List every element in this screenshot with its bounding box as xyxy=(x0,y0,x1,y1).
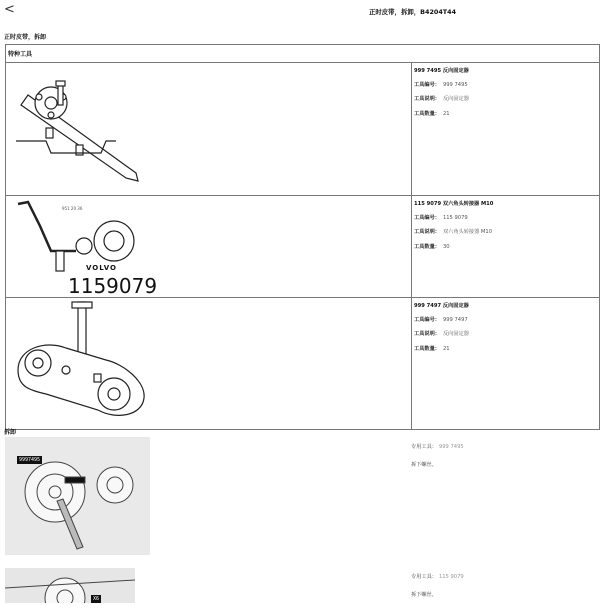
step-instruction: 拆下螺丝。 xyxy=(411,592,437,598)
step-image xyxy=(5,437,150,555)
tool-number-label: 工具编号： xyxy=(414,215,440,222)
tool-image-cell xyxy=(6,298,412,430)
tool-name: 115 9079 双六角头转接器 M10 xyxy=(414,201,494,207)
counterhold-plate-illustration xyxy=(6,298,411,425)
tool-badge: 9997495 xyxy=(19,457,41,463)
tool-number: 999 7495 xyxy=(442,82,468,89)
tool-count: 21 xyxy=(442,345,450,352)
tool-name: 999 7497 反向固定器 xyxy=(414,303,469,309)
step-info xyxy=(411,443,464,479)
tool-desc: 双六角头转接器 M10 xyxy=(442,229,492,236)
counterhold-tool-illustration xyxy=(6,63,411,191)
engine-pulley-illustration xyxy=(5,437,150,555)
removal-section-header: 拆卸 xyxy=(4,429,17,436)
tool-desc: 反向固定器 xyxy=(442,331,469,338)
tool-info-cell xyxy=(412,298,600,430)
special-tools-header: 特种工具 xyxy=(6,45,600,63)
tool-desc-label: 工具说明： xyxy=(414,229,440,236)
tool-desc-label: 工具说明： xyxy=(414,96,440,103)
document-subtitle: 正时皮带，拆卸 xyxy=(4,34,47,41)
volvo-brand-logo: VOLVO xyxy=(86,264,117,272)
tool-desc: 反向固定器 xyxy=(442,96,469,103)
tool-info-cell xyxy=(412,196,600,298)
tool-row xyxy=(6,63,600,196)
tool-row xyxy=(6,196,600,298)
app-header xyxy=(0,0,601,22)
step-instruction: 拆下螺丝。 xyxy=(411,462,437,468)
page-title: 正时皮带，拆卸，B4204T44 xyxy=(369,8,457,16)
engine-detail-illustration xyxy=(5,568,135,603)
part-label: 951 20 36 xyxy=(62,206,83,211)
tool-number-label: 工具编号： xyxy=(414,82,440,89)
tool-number: 115 9079 xyxy=(442,215,468,222)
tool-count-label: 工具数量： xyxy=(414,345,440,352)
tool-count: 30 xyxy=(442,243,450,250)
tool-count-label: 工具数量： xyxy=(414,243,440,250)
tool-row xyxy=(6,298,600,430)
special-tool-value: 999 7495 xyxy=(438,444,464,450)
double-hex-adapter-illustration xyxy=(6,196,411,293)
part-number-text: 1159079 xyxy=(68,274,158,298)
tool-image-cell xyxy=(6,63,412,196)
step-info xyxy=(411,573,464,609)
special-tools-table xyxy=(5,44,600,430)
tool-count: 21 xyxy=(442,110,450,117)
special-tool-label: 专用工具： xyxy=(411,574,437,580)
tool-number: 999 7497 xyxy=(442,317,468,324)
special-tool-label: 专用工具： xyxy=(411,444,437,450)
tool-image-cell xyxy=(6,196,412,298)
tool-count-label: 工具数量： xyxy=(414,110,440,117)
tool-name: 999 7495 反向固定器 xyxy=(414,68,469,74)
tool-desc-label: 工具说明： xyxy=(414,331,440,338)
tool-badge: X6 xyxy=(93,596,100,602)
special-tool-value: 115 9079 xyxy=(438,574,464,580)
back-chevron-icon[interactable]: < xyxy=(4,2,15,17)
tool-number-label: 工具编号： xyxy=(414,317,440,324)
step-image xyxy=(5,568,135,603)
tool-info-cell xyxy=(412,63,600,196)
